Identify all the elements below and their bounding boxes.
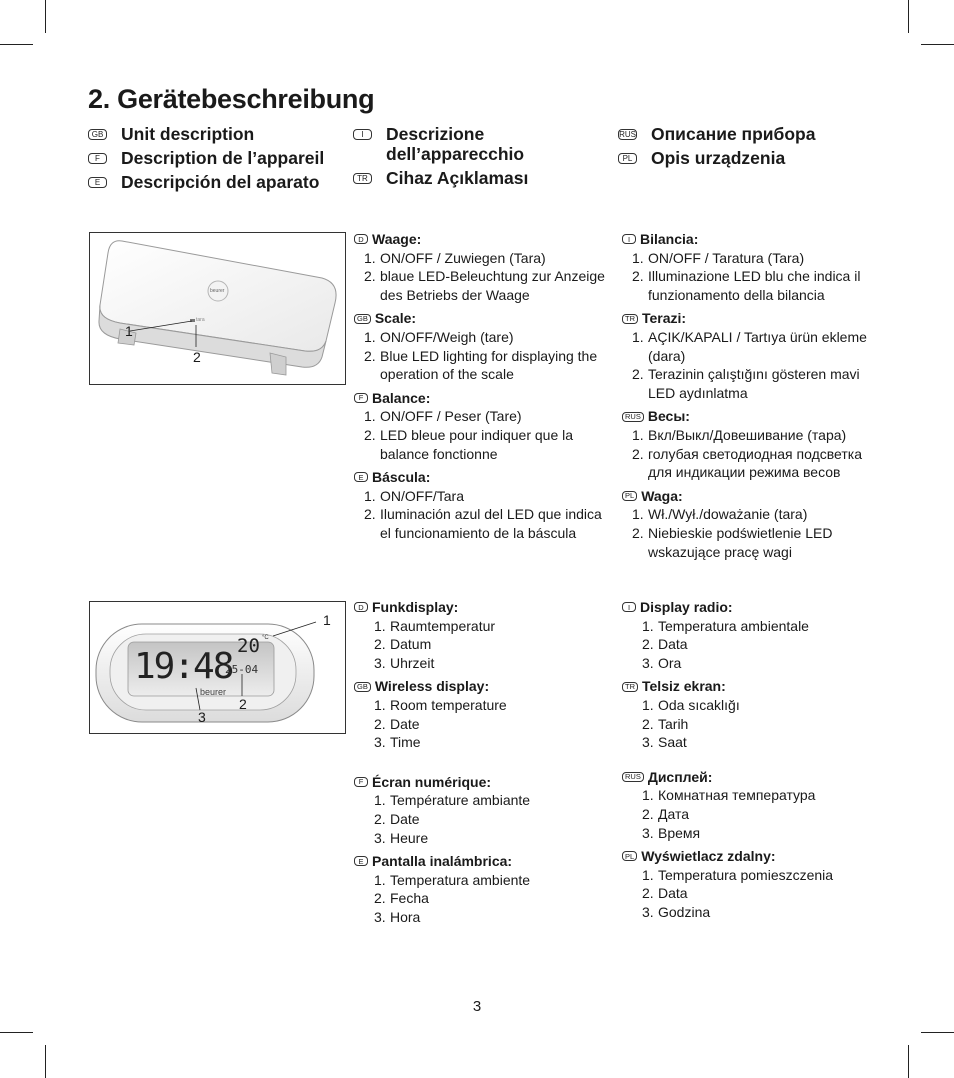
list-item: 3. Ora [642, 654, 682, 671]
list-item: 2. Fecha [374, 890, 429, 907]
lang-section [622, 230, 882, 304]
lang-section [354, 852, 614, 926]
lang-section [354, 598, 614, 672]
section-heading: Báscula: [372, 469, 431, 486]
section-heading: Дисплей: [647, 768, 713, 785]
lang-section [622, 677, 882, 751]
section-heading: Waga: [641, 487, 683, 504]
list-item: 2. blaue LED-Beleuchtung zur Anzeige des Betriebs der Waage [364, 268, 605, 303]
list-item: 1. Raumtemperatur [374, 617, 496, 634]
header-col-1 [88, 124, 324, 196]
list-item: 2. голубая светодиодная подсветка для индикации режима весов [632, 445, 862, 481]
language-badge: I [622, 234, 636, 244]
crop-mark [45, 1045, 46, 1078]
language-badge: PL [622, 851, 637, 861]
header-item: GB Unit description [88, 124, 324, 144]
list-item: 1. Temperatura ambientale [642, 617, 809, 634]
language-badge: PL [622, 491, 637, 501]
page-title: 2. Gerätebeschreibung [88, 84, 375, 114]
list-item: 2. Iluminación azul del LED que indica el funcionamiento de la báscula [364, 506, 602, 541]
section-heading: Telsiz ekran: [642, 678, 726, 695]
language-badge: RUS [622, 412, 644, 422]
list-item: 1. ON/OFF / Zuwiegen (Tara) [364, 249, 546, 266]
section-heading: Scale: [374, 310, 417, 327]
section-heading: Pantalla inalámbrica: [372, 853, 513, 870]
list-item: 1. ON/OFF / Peser (Tare) [364, 408, 522, 425]
language-badge: GB [88, 129, 107, 140]
lcd-date: 25-04 [225, 663, 259, 676]
header-col-3 [618, 124, 815, 172]
section-heading: Wyświetlacz zdalny: [641, 848, 776, 865]
list-item: 2. Date [374, 810, 420, 827]
display-desc-col-a [354, 598, 614, 932]
section-heading: Bilancia: [640, 231, 699, 247]
list-item: 2. Data [642, 636, 688, 653]
header-item: F Description de l’appareil [88, 148, 324, 168]
lang-section [354, 773, 614, 847]
list-item: 2. Terazinin çalıştığını gösteren mavi LED aydınlatma [632, 366, 860, 401]
list-item: 1. Temperatura ambiente [374, 871, 531, 888]
language-badge: I [353, 129, 372, 140]
list-item: 1. Température ambiante [374, 792, 531, 809]
header-item: PL Opis urządzenia [618, 148, 815, 168]
scale-figure [89, 232, 346, 385]
list-item: 3. Время [642, 824, 701, 841]
lang-section [622, 598, 882, 672]
section-heading: Waage: [372, 231, 422, 247]
list-item: 1. Комнатная температура [642, 787, 816, 804]
crop-mark [45, 0, 46, 33]
list-item: 1. Temperatura pomieszczenia [642, 866, 834, 883]
callout-1: 1 [125, 323, 133, 339]
language-badge: GB [354, 314, 371, 324]
list-item: 1. Вкл/Выкл/Довешивание (тара) [632, 426, 847, 443]
language-badge: TR [353, 173, 372, 184]
brand-logo: beurer [200, 687, 227, 697]
lang-section [622, 487, 882, 561]
header-col-2 [353, 124, 528, 192]
list-item: 1. ON/OFF / Taratura (Tara) [632, 249, 805, 266]
language-badge: TR [622, 682, 638, 692]
section-heading: Funkdisplay: [372, 599, 459, 615]
list-item: 3. Time [374, 734, 421, 751]
language-badge: F [354, 777, 368, 787]
list-item: 2. Дата [642, 805, 690, 822]
scale-illustration [90, 233, 345, 384]
language-badge: E [354, 856, 368, 866]
language-badge: F [88, 153, 107, 164]
language-badge: I [622, 602, 636, 612]
lang-section [622, 407, 882, 481]
list-item: 3. Hora [374, 908, 421, 925]
lang-section [354, 230, 614, 304]
list-item: 3. Uhrzeit [374, 654, 435, 671]
display-figure [89, 601, 346, 734]
lang-section [354, 309, 614, 383]
section-heading: Balance: [372, 389, 431, 406]
header-item: I Descrizione dell’apparecchio [353, 124, 528, 164]
lang-section [354, 389, 614, 463]
list-item: 1. ON/OFF/Tara [364, 487, 465, 504]
header-item: TR Cihaz Açıklaması [353, 168, 528, 188]
language-badge: TR [622, 314, 638, 324]
brand-logo: beurer [210, 288, 225, 294]
callout-2: 2 [239, 696, 247, 712]
lang-section [354, 677, 614, 751]
led-label: tara [196, 317, 205, 323]
list-item: 2. Data [642, 885, 688, 902]
language-badge: RUS [619, 129, 636, 139]
lcd-temperature-unit: °C [262, 635, 269, 641]
callout-3: 3 [198, 709, 206, 725]
section-heading: Весы: [647, 408, 690, 425]
lcd-time: 19:48 [134, 646, 233, 687]
list-item: 2. LED bleue pour indiquer que la balance fonctionne [364, 426, 574, 462]
language-badge: PL [618, 153, 637, 164]
list-item: 2. Tarih [642, 715, 689, 732]
language-badge: D [354, 602, 368, 612]
lang-section [622, 309, 882, 402]
list-item: 2. Niebieskie podświetlenie LED wskazujące pracę wagi [632, 524, 833, 560]
lang-section [622, 768, 882, 842]
section-heading: Display radio: [640, 599, 733, 615]
language-badge: GB [354, 682, 371, 692]
list-item: 1. AÇIK/KAPALI / Tartıya ürün ekleme (dara) [632, 328, 867, 364]
list-item: 1. Room temperature [374, 696, 507, 713]
list-item: 2. Datum [374, 636, 432, 653]
lang-section [622, 847, 882, 921]
language-badge: RUS [622, 772, 644, 782]
list-item: 1. Wł./Wył./doważanie (tara) [632, 506, 808, 523]
display-desc-col-b [622, 598, 882, 927]
language-badge: E [88, 177, 107, 188]
language-badge: F [354, 393, 368, 403]
list-item: 2. Date [374, 715, 420, 732]
crop-mark [921, 44, 954, 45]
section-heading: Terazi: [642, 310, 687, 327]
callout-2: 2 [193, 349, 201, 365]
crop-mark [0, 1032, 33, 1033]
callout-1: 1 [323, 612, 331, 628]
header-item: RUS Описание прибора [619, 124, 816, 144]
scale-desc-col-b [622, 230, 882, 566]
language-badge: E [354, 472, 368, 482]
language-badge: D [354, 234, 368, 244]
list-item: 2. Illuminazione LED blu che indica il funzionamento della bilancia [632, 268, 861, 303]
crop-mark [0, 44, 33, 45]
list-item: 3. Saat [642, 734, 687, 751]
crop-mark [908, 0, 909, 33]
crop-mark [908, 1045, 909, 1078]
header-item: E Descripción del aparato [88, 172, 324, 192]
lang-section [354, 468, 614, 542]
lcd-temperature: 20 [237, 635, 260, 657]
list-item: 3. Godzina [642, 903, 711, 920]
section-heading: Wireless display: [374, 678, 490, 695]
list-item: 3. Heure [374, 829, 429, 846]
scale-desc-col-a [354, 230, 614, 548]
section-heading: Écran numérique: [372, 773, 492, 790]
list-item: 1. Oda sıcaklığı [642, 696, 740, 713]
list-item: 2. Blue LED lighting for displaying the operation of the scale [364, 347, 598, 383]
list-item: 1. ON/OFF/Weigh (tare) [364, 328, 514, 345]
page-number: 3 [472, 998, 482, 1015]
crop-mark [921, 1032, 954, 1033]
